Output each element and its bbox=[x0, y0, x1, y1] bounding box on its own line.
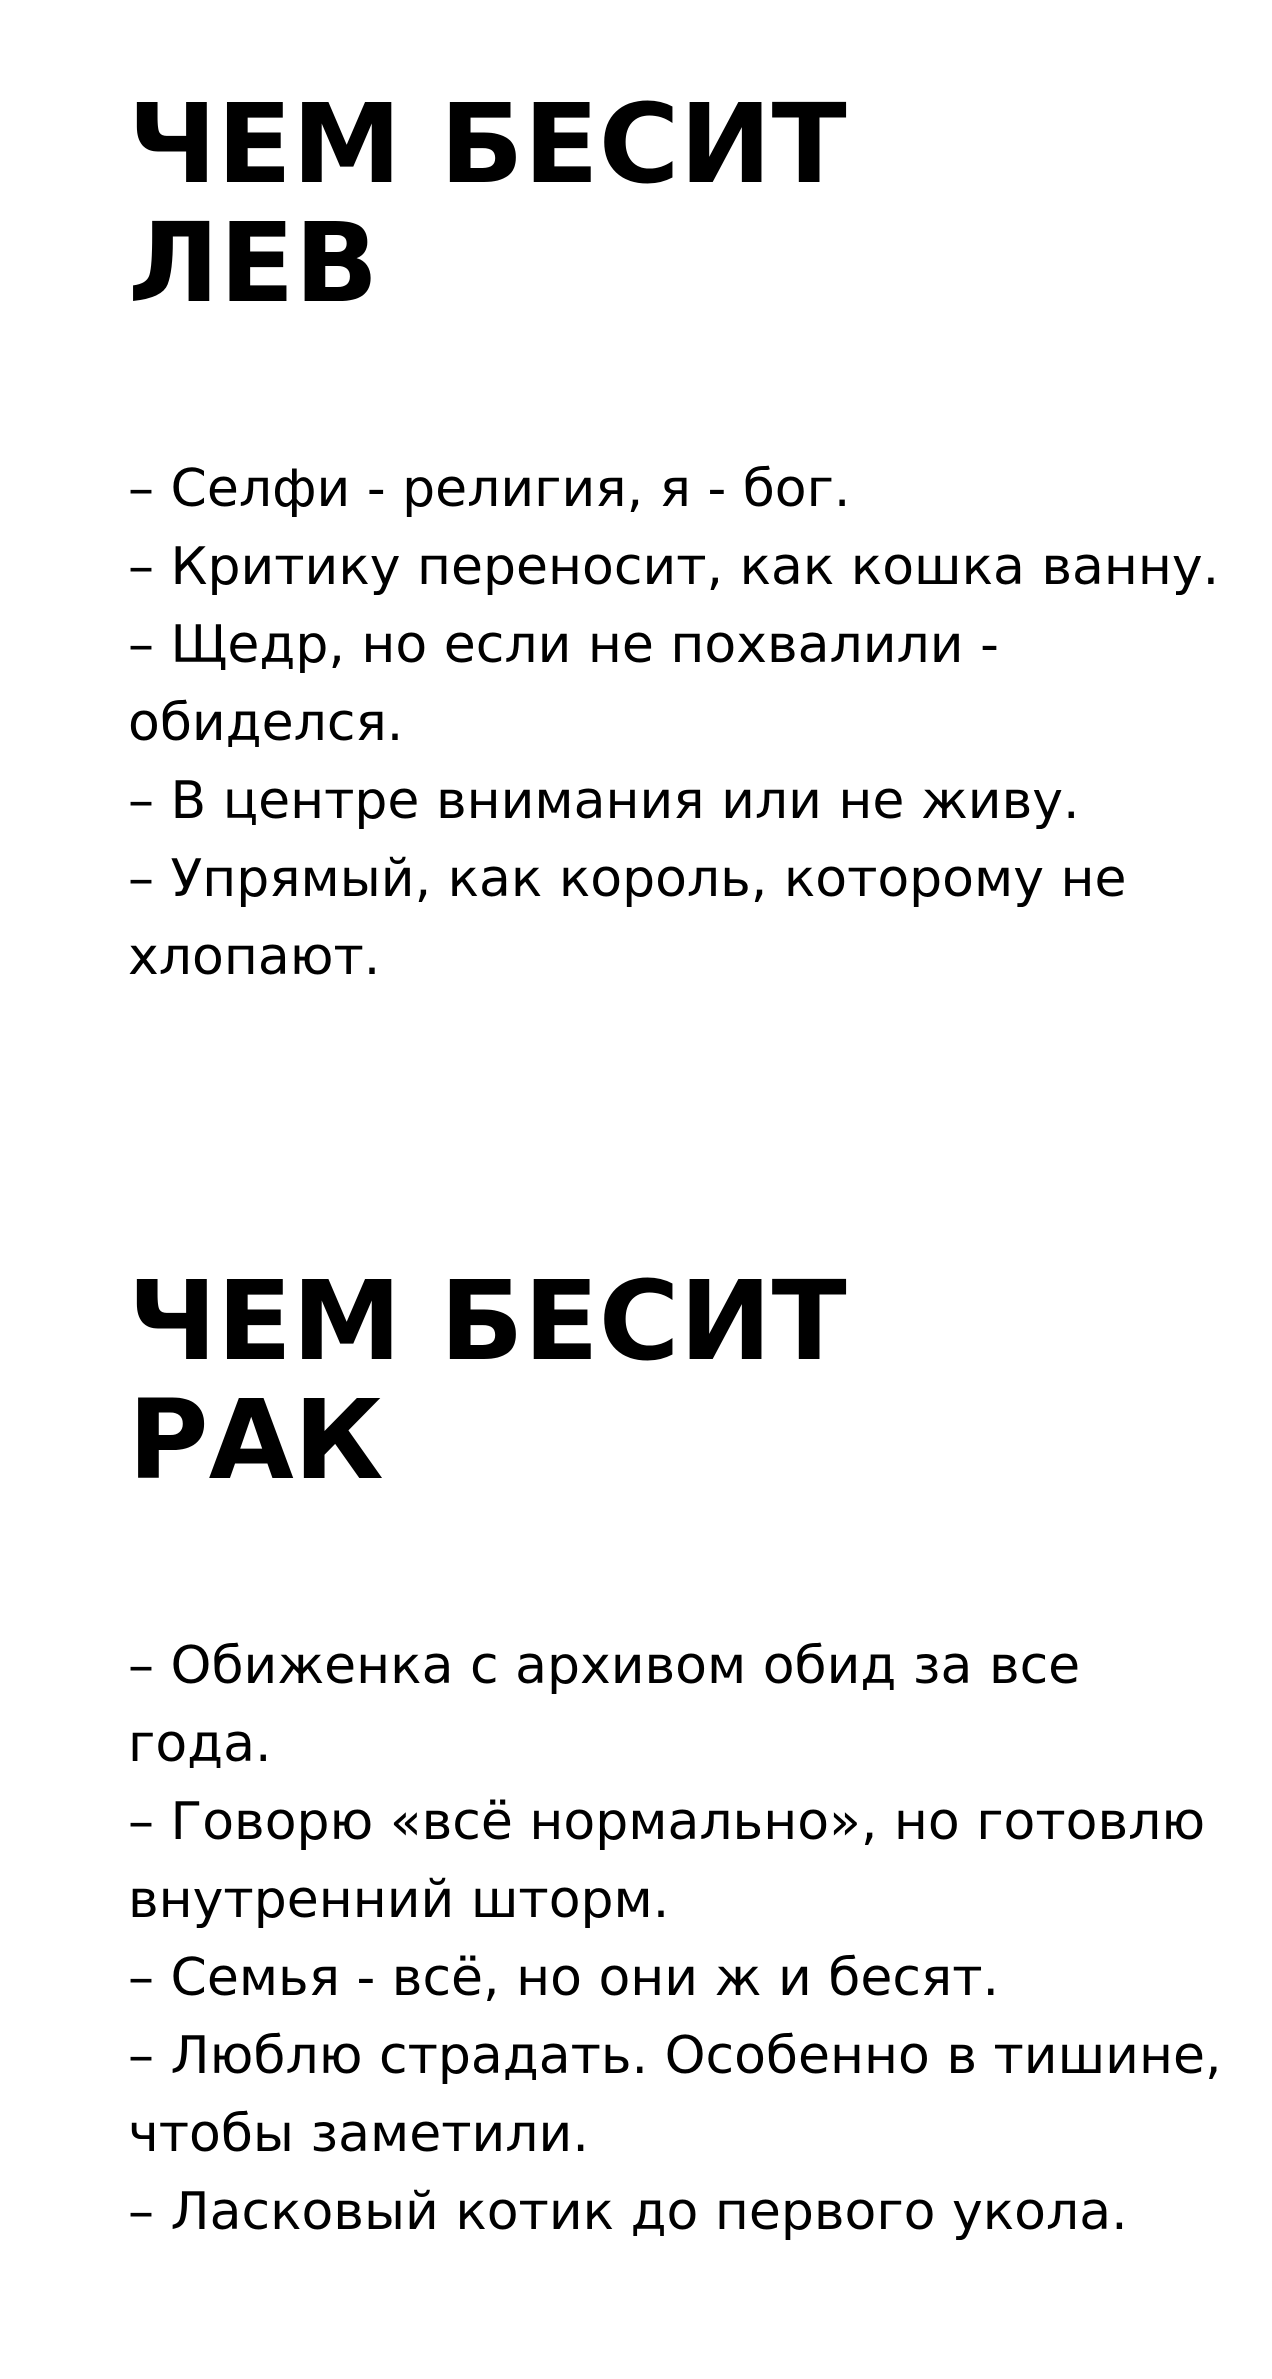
leo-heading bbox=[128, 80, 1238, 327]
list-item: – Обиженка с архивом обид за все года. bbox=[128, 1636, 1081, 1774]
list-item: – В центре внимания или не живу. bbox=[128, 771, 1080, 831]
cancer-section bbox=[128, 1257, 1238, 2251]
cancer-heading-line-1: ЧЕМ БЕСИТ bbox=[128, 1257, 847, 1385]
leo-heading-line-1: ЧЕМ БЕСИТ bbox=[128, 80, 847, 208]
cancer-heading bbox=[128, 1257, 1238, 1504]
leo-list bbox=[128, 450, 1238, 996]
list-item: – Селфи - религия, я - бог. bbox=[128, 459, 851, 519]
list-item: – Семья - всё, но они ж и бесят. bbox=[128, 1948, 1000, 2008]
list-item: – Критику переносит, как кошка ванну. bbox=[128, 537, 1220, 597]
leo-heading-line-2: ЛЕВ bbox=[128, 199, 379, 327]
leo-section bbox=[128, 80, 1238, 996]
list-item: – Ласковый котик до первого укола. bbox=[128, 2182, 1128, 2242]
cancer-heading-line-2: РАК bbox=[128, 1376, 384, 1504]
cancer-list bbox=[128, 1627, 1238, 2251]
list-item: – Щедр, но если не похвалили - обиделся. bbox=[128, 615, 999, 753]
list-item: – Упрямый, как король, которому не хлопают. bbox=[128, 849, 1127, 987]
list-item: – Говорю «всё нормально», но готовлю внутренний шторм. bbox=[128, 1792, 1206, 1930]
list-item: – Люблю страдать. Особенно в тишине, чтобы заметили. bbox=[128, 2026, 1222, 2164]
